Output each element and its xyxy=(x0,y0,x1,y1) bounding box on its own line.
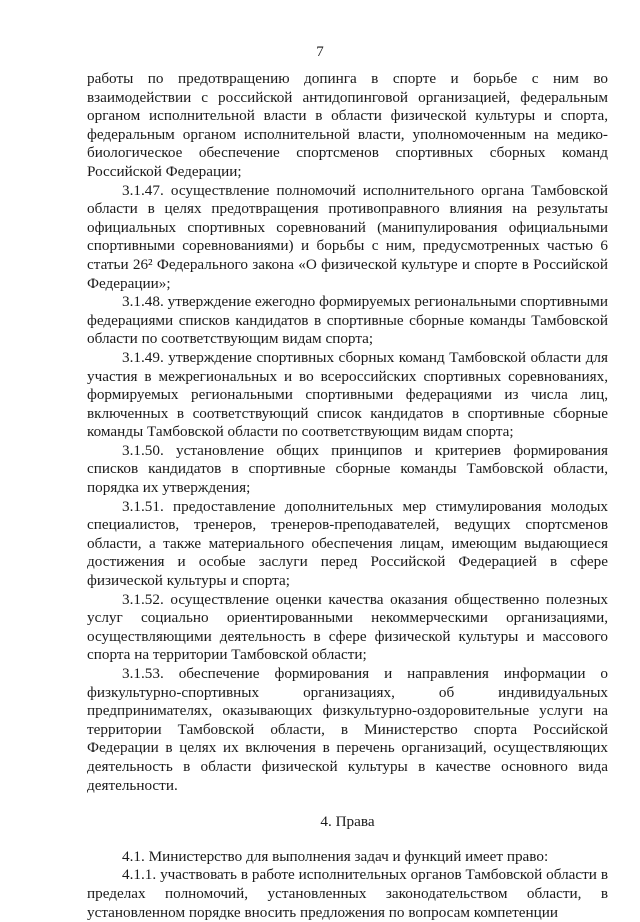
paragraph-continuation: работы по предотвращению допинга в спорте и борьбе с ним во взаимодействии с российской антидопинговой организацией, федеральным органом исполнительной власти в области физической культуры и спорта, федеральным органом исполнительной власти, уполномоченным на медико-биологическое обеспечение спортсменов спортивных сборных команд Российской Федерации; xyxy=(87,70,608,180)
paragraph-3-1-47: 3.1.47. осуществление полномочий исполнительного органа Тамбовской области в целях предотвращения противоправного влияния на результаты официальных спортивных соревнований (манипулирования официальными спортивными соревнованиями) и борьбы с ним, предусмотренных частью 6 статьи 26² Федерального закона «О физической культуре и спорте в Российской Федерации»; xyxy=(87,181,608,292)
paragraph-3-1-48: 3.1.48. утверждение ежегодно формируемых региональными спортивными федерациями списков кандидатов в спортивные сборные команды Тамбовской области по соответствующим видам спорта; xyxy=(87,293,608,348)
page-number: 7 xyxy=(316,44,324,60)
paragraph-3-1-51: 3.1.51. предоставление дополнительных мер стимулирования молодых специалистов, тренеров, тренеров-преподавателей, ведущих спортсменов области, а также материального обеспечения лицам, имеющим выдающиеся достижения и особые заслуги перед Российской Федерацией в сфере физической культуры и спорта; xyxy=(87,497,608,590)
paragraph-4-1-1: 4.1.1. участвовать в работе исполнительных органов Тамбовской области в пределах полномочий, установленных законодательством области, в установленном порядке вносить предложения по вопросам компетенции xyxy=(87,866,608,921)
paragraph-3-1-52: 3.1.52. осуществление оценки качества оказания общественно полезных услуг социально ориентированными некоммерческими организациями, осуществляющими деятельность в сфере физической культуры и массового спорта на территории Тамбовской области; xyxy=(87,590,608,664)
document-body xyxy=(87,70,608,922)
section-heading-rights: 4. Права xyxy=(320,813,375,831)
paragraph-4-1: 4.1. Министерство для выполнения задач и функций имеет право: xyxy=(122,847,549,865)
paragraph-3-1-50: 3.1.50. установление общих принципов и критериев формирования списков кандидатов в спортивные сборные команды Тамбовской области, порядка их утверждения; xyxy=(87,441,608,497)
paragraph-3-1-53: 3.1.53. обеспечение формирования и направления информации о физкультурно-спортивных организациях, об индивидуальных предпринимателях, оказывающих физкультурно-оздоровительные услуги на территории Тамбовской области, в Министерство спорта Российской Федерации в целях их включения в перечень организаций, осуществляющих деятельность в области физической культуры в качестве основного вида деятельности. xyxy=(87,665,608,794)
paragraph-3-1-49: 3.1.49. утверждение спортивных сборных команд Тамбовской области для участия в межрегиональных и во всероссийских спортивных соревнованиях, формируемых региональными спортивными федерациями из числа лиц, включенных в соответствующий список кандидатов в спортивные сборные команды Тамбовской области по соответствующим видам спорта; xyxy=(87,348,608,441)
